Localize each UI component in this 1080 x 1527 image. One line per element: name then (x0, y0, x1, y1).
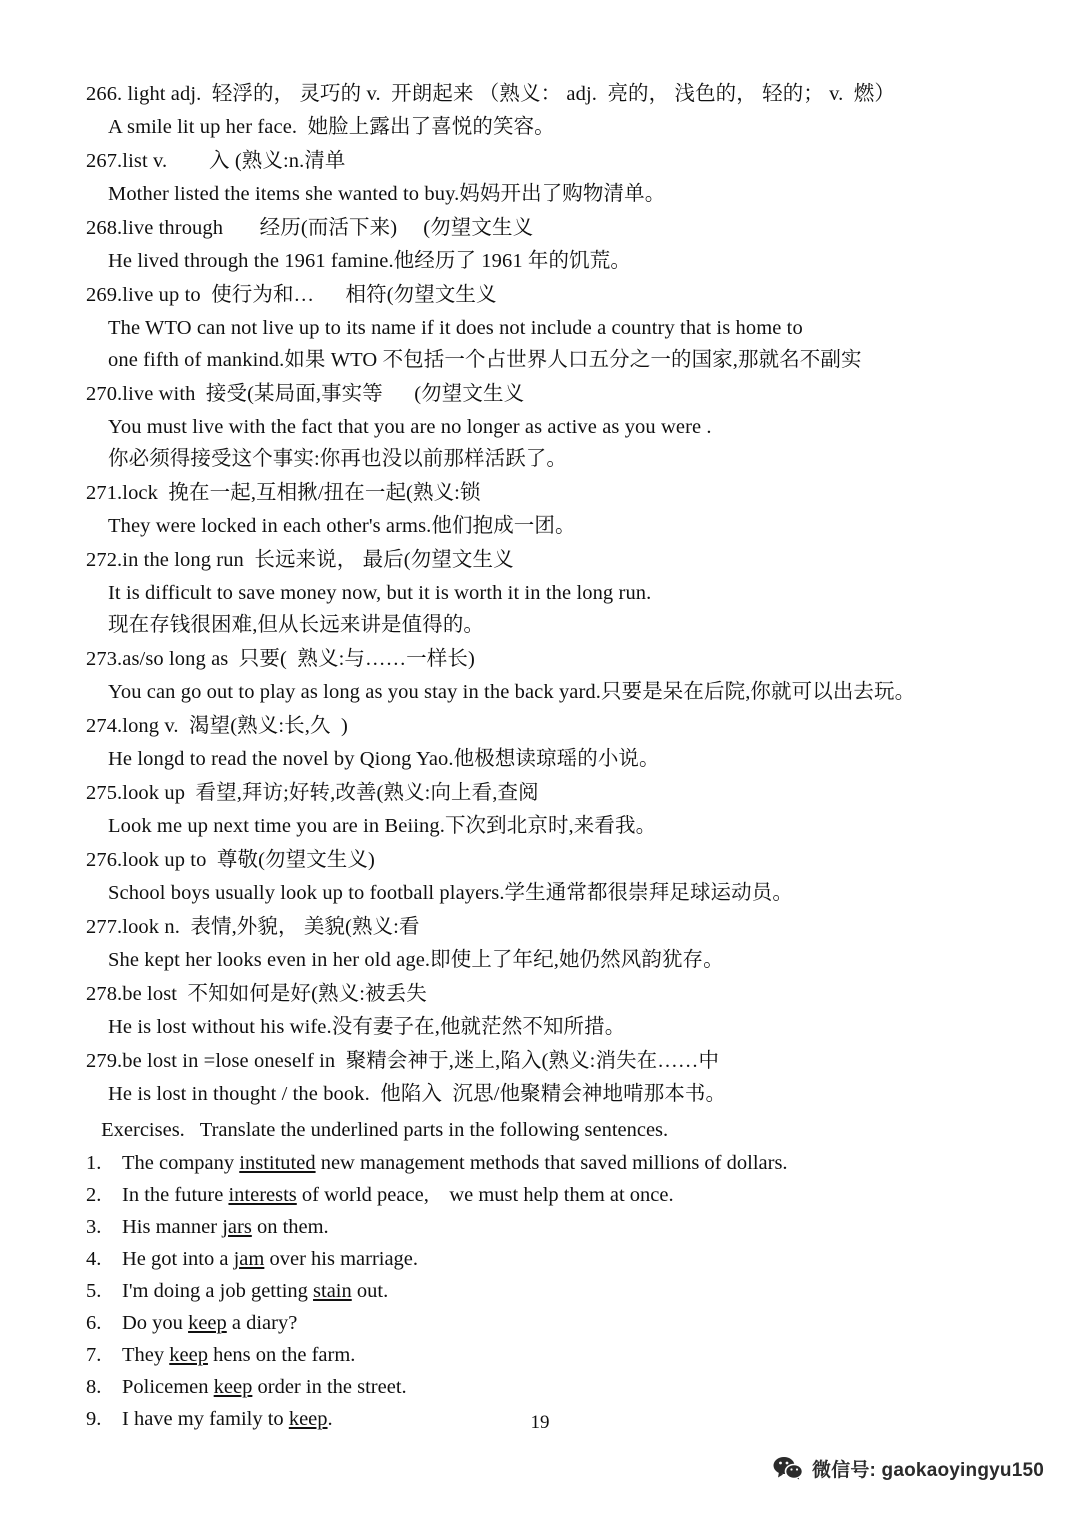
entry-headword: 270.live with 接受(某局面,事实等 (勿望文生义 (86, 383, 525, 405)
exercise-text-post: order in the street. (252, 1376, 407, 1398)
exercise-question-list (86, 1147, 1008, 1435)
exercise-underlined-word: keep (169, 1344, 208, 1366)
exercise-item (86, 1275, 1008, 1307)
exercise-text-post: over his marriage. (264, 1248, 419, 1270)
exercise-number: 4. (86, 1248, 102, 1270)
entry-headword: 278.be lost 不知如何是好(熟义:被丢失 (86, 983, 427, 1005)
entry-headword: 277.look n. 表情,外貌， 美貌(熟义:看 (86, 916, 420, 938)
entry-example: The WTO can not live up to its name if it does not include a country that is home to (108, 317, 803, 339)
vocabulary-entry-list (86, 78, 1008, 1110)
entry-headword: 279.be lost in =lose oneself in 聚精会神于,迷上,陷入(熟义:消失在……中 (86, 1050, 720, 1072)
entry-example: They were locked in each other's arms.他们抱成一团。 (108, 515, 576, 537)
exercise-text-post: of world peace, we must help them at once. (296, 1184, 674, 1206)
vocabulary-entry (86, 279, 1008, 376)
exercise-number: 5. (86, 1280, 102, 1302)
entry-example: She kept her looks even in her old age.即使上了年纪,她仍然风韵犹存。 (108, 949, 724, 971)
vocabulary-entry (86, 911, 1008, 976)
entry-example: 现在存钱很困难,但从长远来讲是值得的。 (108, 614, 485, 636)
exercise-number: 6. (86, 1312, 102, 1334)
vocabulary-entry (86, 1045, 1008, 1110)
entry-headword: 275.look up 看望,拜访;好转,改善(熟义:向上看,查阅 (86, 782, 539, 804)
footer-watermark (773, 1455, 1044, 1482)
vocabulary-entry (86, 78, 1008, 143)
exercise-number: 8. (86, 1376, 102, 1398)
vocabulary-entry (86, 145, 1008, 210)
entry-example: School boys usually look up to football players.学生通常都很崇拜足球运动员。 (108, 882, 793, 904)
exercise-item (86, 1371, 1008, 1403)
exercise-text-pre: The company (122, 1152, 240, 1174)
exercise-underlined-word: interests (228, 1184, 297, 1206)
vocabulary-entry (86, 643, 1008, 708)
entry-headword: 268.live through 经历(而活下来) (勿望文生义 (86, 217, 534, 239)
entry-example: 你必须得接受这个事实:你再也没以前那样活跃了。 (108, 448, 567, 470)
exercise-item (86, 1307, 1008, 1339)
entry-headword: 272.in the long run 长远来说， 最后(勿望文生义 (86, 549, 514, 571)
exercise-number: 7. (86, 1344, 102, 1366)
exercise-underlined-word: keep (288, 1408, 328, 1430)
exercise-text-pre: They (122, 1344, 170, 1366)
exercise-text-post: on them. (251, 1216, 329, 1238)
vocabulary-entry (86, 978, 1008, 1043)
page-number: 19 (530, 1412, 550, 1433)
exercise-text-post: new management methods that saved millions of dollars. (315, 1152, 788, 1174)
entry-example: Mother listed the items she wanted to buy.妈妈开出了购物清单。 (108, 183, 666, 205)
exercise-underlined-word: instituted (239, 1152, 316, 1174)
entry-headword: 273.as/so long as 只要( 熟义:与……一样长) (86, 648, 475, 670)
entry-headword: 269.live up to 使行为和… 相符(勿望文生义 (86, 284, 497, 306)
entry-headword: 267.list v. 入 (熟义:n.清单 (86, 150, 346, 172)
exercise-text-post: a diary? (226, 1312, 298, 1334)
exercise-underlined-word: jam (233, 1248, 265, 1270)
exercise-text-pre: He got into a (122, 1248, 234, 1270)
exercise-text-pre: I'm doing a job getting (122, 1280, 314, 1302)
entry-example: A smile lit up her face. 她脸上露出了喜悦的笑容。 (108, 116, 555, 138)
vocabulary-entry (86, 378, 1008, 475)
exercise-item (86, 1243, 1008, 1275)
entry-example: It is difficult to save money now, but it is worth it in the long run. (108, 582, 652, 604)
exercise-item (86, 1211, 1008, 1243)
entry-example: He is lost in thought / the book. 他陷入 沉思/他聚精会神地啃那本书。 (108, 1083, 727, 1105)
entry-headword: 274.long v. 渴望(熟义:长,久 ) (86, 715, 348, 737)
vocabulary-entry (86, 212, 1008, 277)
exercise-text-pre: Do you (122, 1312, 189, 1334)
vocabulary-entry (86, 710, 1008, 775)
footer-wechat-id: 微信号: gaokaoyingyu150 (811, 1460, 1044, 1481)
exercises-heading: Exercises. Translate the underlined parts in the following sentences. (96, 1119, 669, 1141)
exercise-text-post: . (327, 1408, 333, 1430)
entry-example: You can go out to play as long as you stay in the back yard.只要是呆在后院,你就可以出去玩。 (108, 681, 916, 703)
exercise-underlined-word: jars (222, 1216, 252, 1238)
entry-example: one fifth of mankind.如果 WTO 不包括一个占世界人口五分之一的国家,那就名不副实 (108, 349, 862, 371)
entry-example: You must live with the fact that you are no longer as active as you were . (108, 416, 712, 438)
exercise-number: 3. (86, 1216, 102, 1238)
vocabulary-entry (86, 477, 1008, 542)
exercise-item (86, 1339, 1008, 1371)
exercise-number: 2. (86, 1184, 102, 1206)
exercise-item (86, 1147, 1008, 1179)
exercise-underlined-word: stain (313, 1280, 352, 1302)
exercise-item (86, 1179, 1008, 1211)
entry-example: Look me up next time you are in Beiing.下次到北京时,来看我。 (108, 815, 657, 837)
entry-headword: 276.look up to 尊敬(勿望文生义) (86, 849, 375, 871)
entry-example: He longd to read the novel by Qiong Yao.他极想读琼瑶的小说。 (108, 748, 660, 770)
entry-example: He is lost without his wife.没有妻子在,他就茫然不知所措。 (108, 1016, 626, 1038)
entry-example: He lived through the 1961 famine.他经历了 1961 年的饥荒。 (108, 250, 631, 272)
exercise-text-pre: In the future (122, 1184, 229, 1206)
exercise-text-post: out. (351, 1280, 389, 1302)
exercise-text-pre: I have my family to (122, 1408, 289, 1430)
exercise-underlined-word: keep (188, 1312, 227, 1334)
exercise-number: 1. (86, 1152, 102, 1174)
vocabulary-entry (86, 777, 1008, 842)
entry-headword: 271.lock 挽在一起,互相揪/扭在一起(熟义:锁 (86, 482, 481, 504)
exercise-text-pre: Policemen (122, 1376, 214, 1398)
exercise-number: 9. (86, 1408, 102, 1430)
exercise-text-pre: His manner (122, 1216, 223, 1238)
wechat-icon (773, 1456, 803, 1481)
exercise-underlined-word: keep (213, 1376, 253, 1398)
vocabulary-entry (86, 544, 1008, 641)
exercise-text-post: hens on the farm. (207, 1344, 356, 1366)
vocabulary-entry (86, 844, 1008, 909)
entry-headword: 266. light adj. 轻浮的， 灵巧的 v. 开朗起来 （熟义： adj. 亮的， 浅色的， 轻的； v. 燃） (86, 83, 896, 105)
